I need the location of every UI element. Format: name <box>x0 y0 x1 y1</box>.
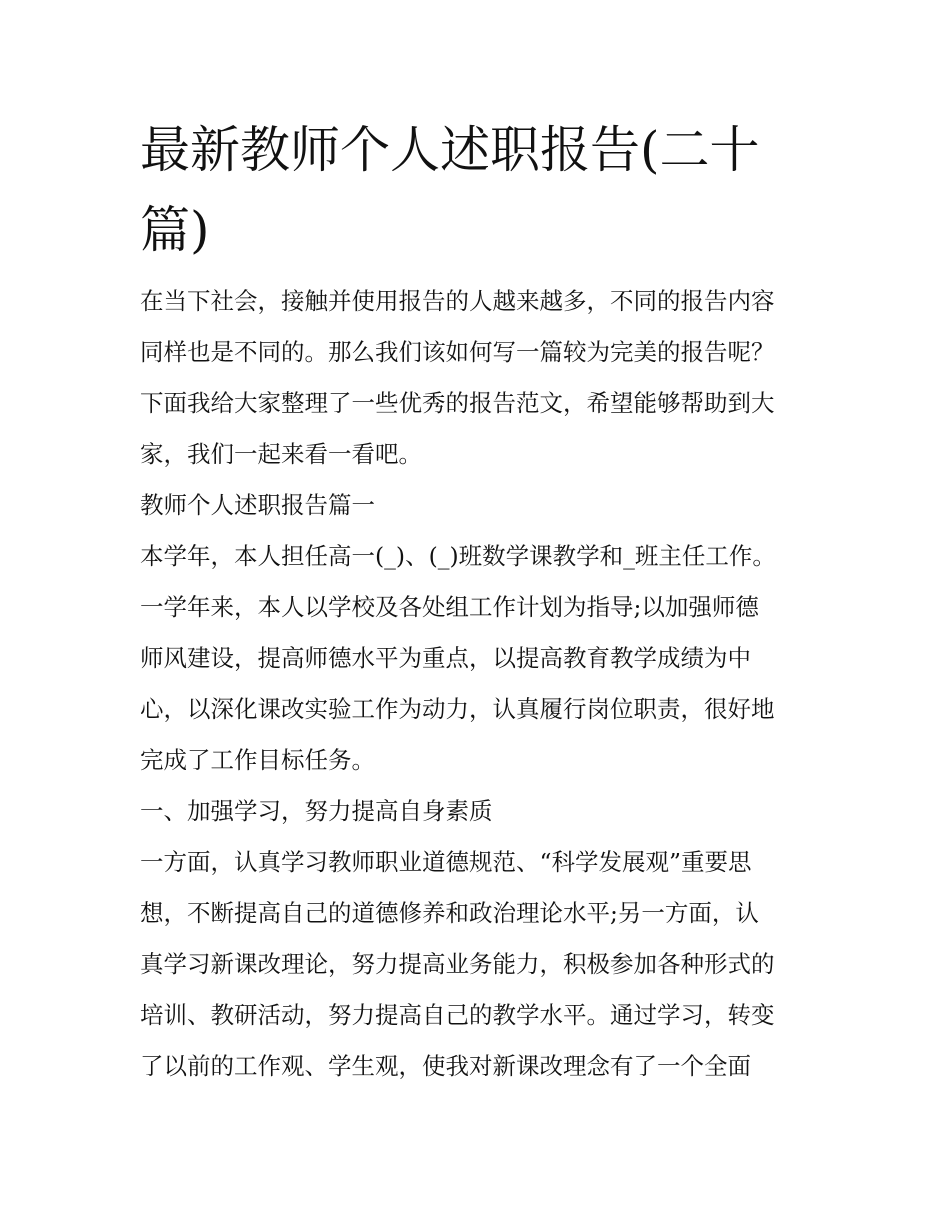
intro-line: 下面我给大家整理了一些优秀的报告范文，希望能够帮助到大 <box>140 389 775 417</box>
paragraph-line: 培训、教研活动，努力提高自己的教学水平。通过学习，转变 <box>140 1001 775 1029</box>
section-heading: 教师个人述职报告篇一 <box>140 491 375 519</box>
paragraph-line: 了以前的工作观、学生观，使我对新课改理念有了一个全面 <box>140 1052 751 1080</box>
paragraph-line: 一方面，认真学习教师职业道德规范、“科学发展观”重要思 <box>140 848 752 876</box>
paragraph-line: 师风建设，提高师德水平为重点，以提高教育教学成绩为中 <box>140 644 751 672</box>
subsection-heading: 一、加强学习，努力提高自身素质 <box>140 797 493 825</box>
intro-line: 同样也是不同的。那么我们该如何写一篇较为完美的报告呢？ <box>140 338 775 366</box>
paragraph-line: 一学年来，本人以学校及各处组工作计划为指导;以加强师德 <box>140 593 759 621</box>
paragraph-line: 本学年，本人担任高一(_)、(_)班数学课教学和_班主任工作。 <box>140 542 776 570</box>
title-line: 篇) <box>140 201 210 259</box>
intro-line: 家，我们一起来看一看吧。 <box>140 440 422 468</box>
paragraph-line: 想，不断提高自己的道德修养和政治理论水平;另一方面，认 <box>140 899 759 927</box>
document-title <box>140 110 820 270</box>
paragraph-line: 完成了工作目标任务。 <box>140 746 375 774</box>
intro-line: 在当下社会，接触并使用报告的人越来越多，不同的报告内容 <box>140 287 775 315</box>
document-body <box>140 276 820 1092</box>
paragraph-line: 心，以深化课改实验工作为动力，认真履行岗位职责，很好地 <box>140 695 775 723</box>
title-line: 最新教师个人述职报告(二十 <box>140 121 760 179</box>
paragraph-line: 真学习新课改理论，努力提高业务能力，积极参加各种形式的 <box>140 950 775 978</box>
